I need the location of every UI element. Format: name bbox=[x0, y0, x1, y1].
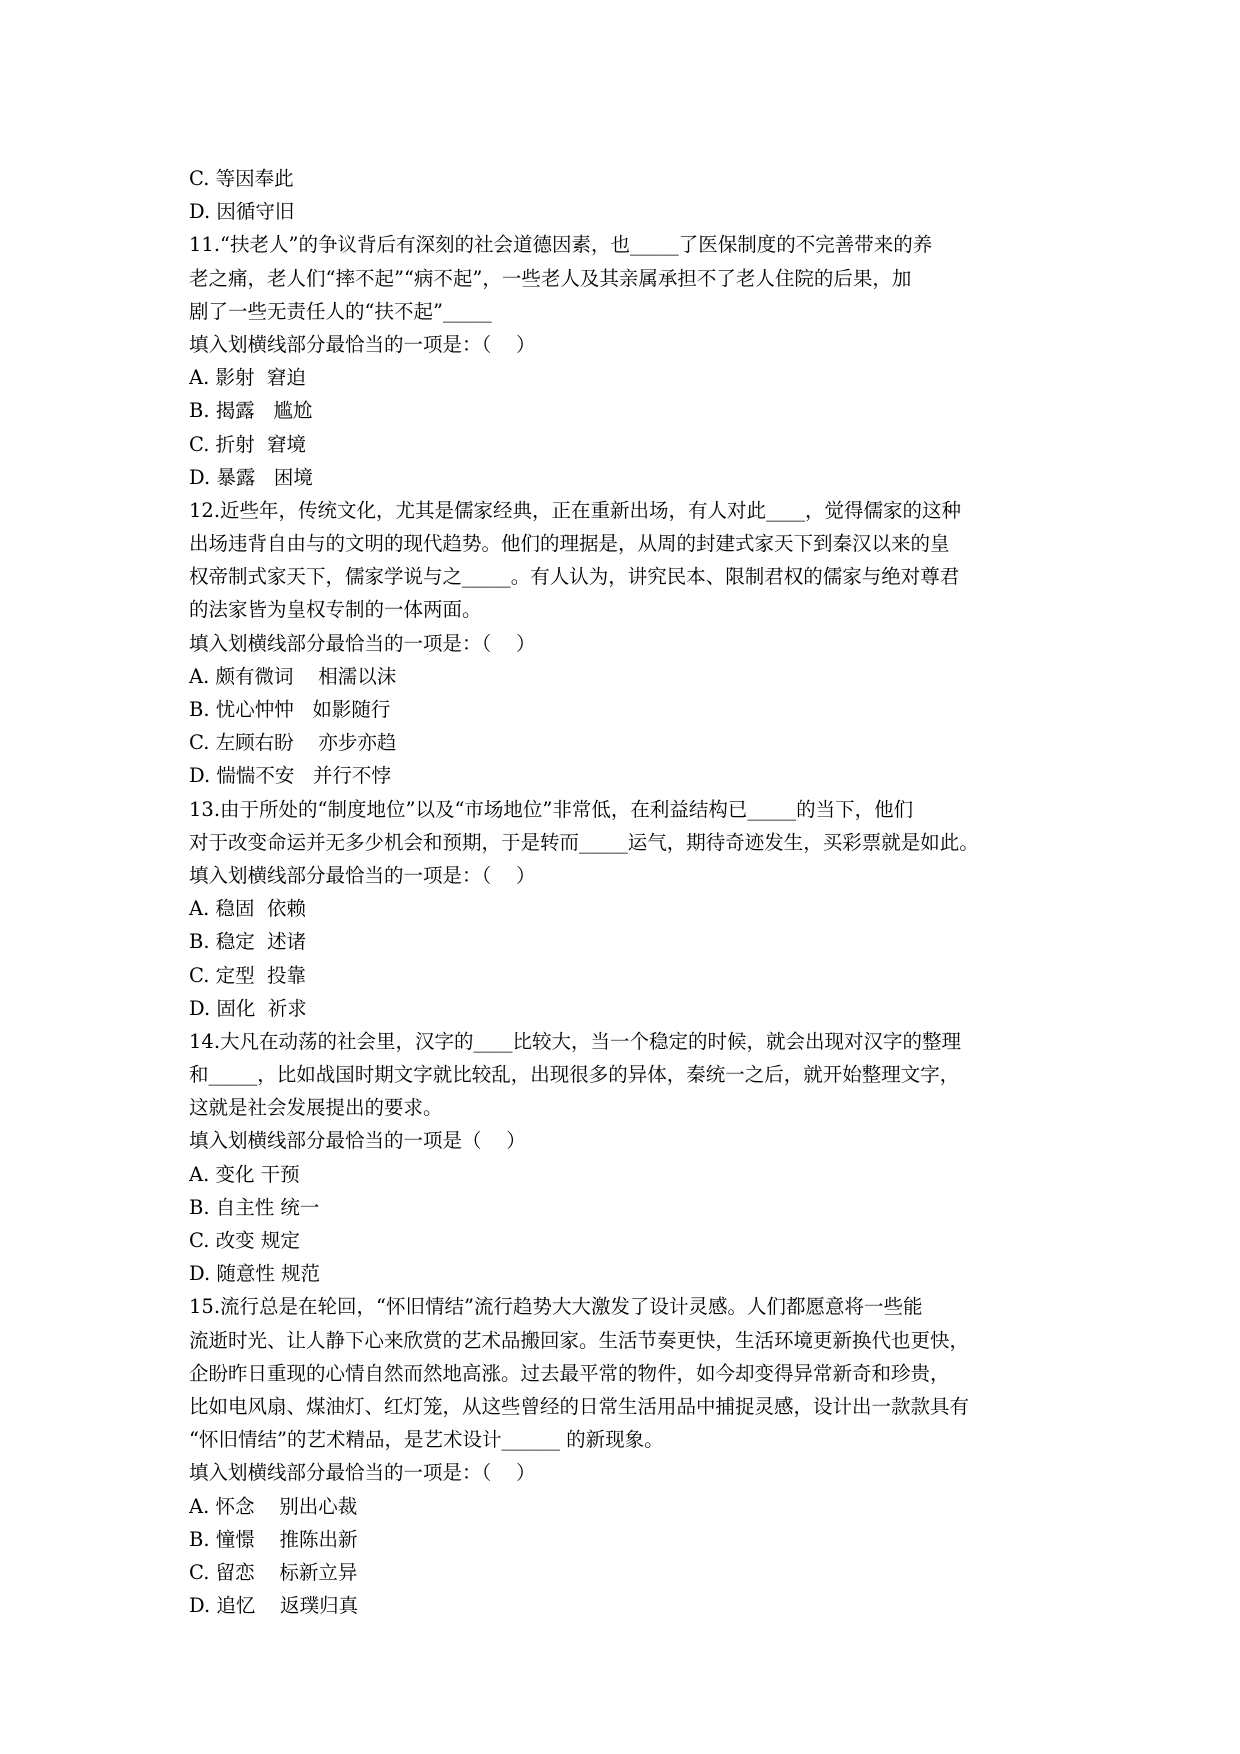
question-12-text: 出场违背自由与的文明的现代趋势。他们的理据是，从周的封建式家天下到秦汉以来的皇 bbox=[189, 532, 950, 556]
question-15-option-b: B. 憧憬 推陈出新 bbox=[189, 1527, 358, 1551]
option-c-q10: C. 等因奉此 bbox=[189, 167, 294, 190]
question-15-option-a: A. 怀念 别出心裁 bbox=[189, 1494, 358, 1518]
question-13-option-b: B. 稳定 述诸 bbox=[189, 930, 307, 954]
question-15-text: “怀旧情结”的艺术精品，是艺术设计______ 的新现象。 bbox=[189, 1428, 664, 1452]
question-13-option-a: A. 稳固 依赖 bbox=[189, 897, 306, 921]
question-13-option-d: D. 固化 祈求 bbox=[189, 996, 307, 1020]
question-13-text: 13.由于所处的“制度地位”以及“市场地位”非常低，在利益结构已_____的当下，他们 bbox=[189, 797, 914, 821]
question-15-text: 流逝时光、让人静下心来欣赏的艺术品搬回家。生活节奏更快，生活环境更新换代也更快， bbox=[189, 1328, 970, 1352]
question-11-text: 11.“扶老人”的争议背后有深刻的社会道德因素，也_____了医保制度的不完善带来的养 bbox=[189, 233, 933, 257]
question-12-text: 12.近些年，传统文化，尤其是儒家经典，正在重新出场，有人对此____，觉得儒家的这种 bbox=[189, 498, 962, 522]
question-15-text: 企盼昨日重现的心情自然而然地高涨。过去最平常的物件，如今却变得异常新奇和珍贵， bbox=[189, 1361, 950, 1385]
document-page bbox=[189, 162, 1059, 1622]
question-12-text: 权帝制式家天下，儒家学说与之_____。有人认为，讲究民本、限制君权的儒家与绝对尊君 bbox=[189, 565, 960, 589]
question-12-option-a: A. 颇有微词 相濡以沫 bbox=[189, 664, 397, 688]
question-14-option-d: D. 随意性 规范 bbox=[189, 1262, 321, 1286]
question-13-option-c: C. 定型 投靠 bbox=[189, 963, 307, 987]
question-11-option-a: A. 影射 窘迫 bbox=[189, 366, 306, 390]
question-11-text: 老之痛，老人们“摔不起”“病不起”，一些老人及其亲属承担不了老人住院的后果，加 bbox=[189, 266, 912, 290]
question-12-text: 的法家皆为皇权专制的一体两面。 bbox=[189, 598, 482, 622]
question-15-text: 15.流行总是在轮回，“怀旧情结”流行趋势大大激发了设计灵感。人们都愿意将一些能 bbox=[189, 1295, 923, 1319]
question-11-option-c: C. 折射 窘境 bbox=[189, 432, 307, 456]
question-11-option-b: B. 揭露 尴尬 bbox=[189, 399, 313, 423]
question-14-option-a: A. 变化 干预 bbox=[189, 1162, 300, 1186]
question-13-text: 对于改变命运并无多少机会和预期，于是转而_____运气，期待奇迹发生，买彩票就是如此。 bbox=[189, 830, 979, 854]
question-14-text: 和_____，比如战国时期文字就比较乱，出现很多的异体，秦统一之后，就开始整理文字， bbox=[189, 1063, 960, 1087]
question-15-text: 比如电风扇、煤油灯、红灯笼，从这些曾经的日常生活用品中捕捉灵感，设计出一款款具有 bbox=[189, 1394, 970, 1418]
question-14-prompt: 填入划横线部分最恰当的一项是（ ） bbox=[189, 1129, 526, 1153]
question-14-text: 14.大凡在动荡的社会里，汉字的____比较大，当一个稳定的时候，就会出现对汉字的整理 bbox=[189, 1029, 962, 1053]
question-14-text: 这就是社会发展提出的要求。 bbox=[189, 1096, 443, 1120]
question-15-option-d: D. 追忆 返璞归真 bbox=[189, 1594, 359, 1618]
question-12-prompt: 填入划横线部分最恰当的一项是：（ ） bbox=[189, 631, 536, 655]
question-11-text: 剧了一些无责任人的“扶不起”_____ bbox=[189, 299, 492, 323]
question-11-option-d: D. 暴露 困境 bbox=[189, 465, 313, 489]
question-13-prompt: 填入划横线部分最恰当的一项是：（ ） bbox=[189, 863, 536, 887]
question-15-option-c: C. 留恋 标新立异 bbox=[189, 1560, 358, 1584]
question-14-option-c: C. 改变 规定 bbox=[189, 1229, 300, 1252]
question-14-option-b: B. 自主性 统一 bbox=[189, 1195, 320, 1219]
question-15-prompt: 填入划横线部分最恰当的一项是：（ ） bbox=[189, 1461, 536, 1485]
option-d-q10: D. 因循守旧 bbox=[189, 200, 295, 224]
question-11-prompt: 填入划横线部分最恰当的一项是：（ ） bbox=[189, 332, 536, 356]
question-12-option-d: D. 惴惴不安 并行不悖 bbox=[189, 764, 391, 788]
question-12-option-c: C. 左顾右盼 亦步亦趋 bbox=[189, 731, 397, 755]
question-12-option-b: B. 忧心忡忡 如影随行 bbox=[189, 698, 391, 721]
